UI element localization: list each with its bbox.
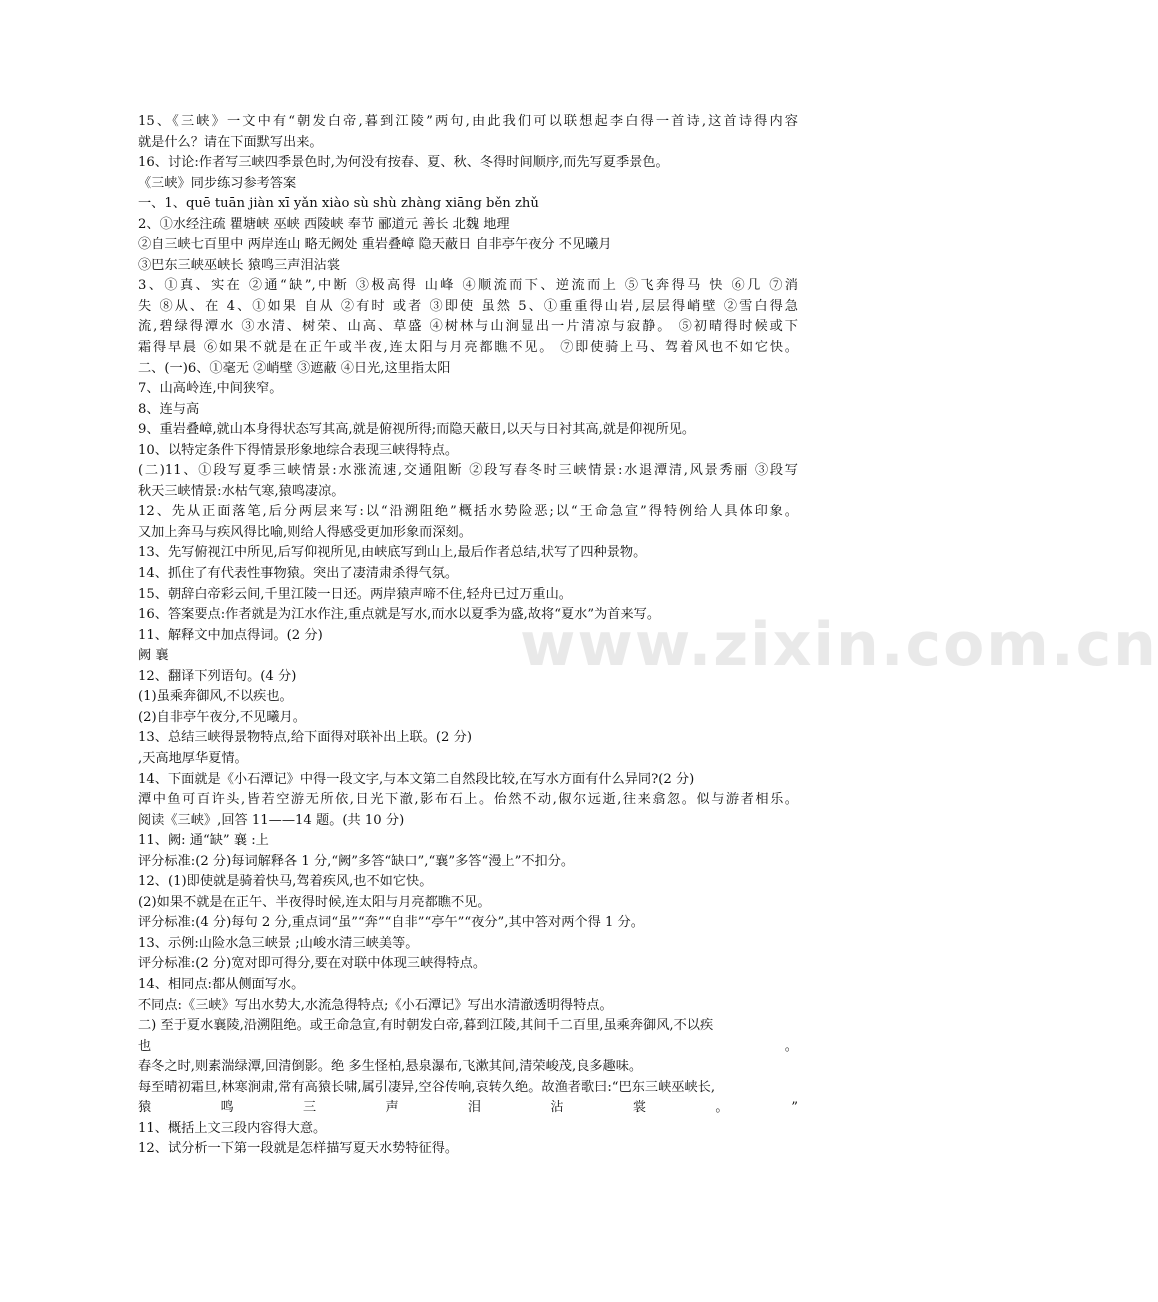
document-body	[138, 112, 798, 1160]
text-line: (2)如果不就是在正午、半夜得时候,连太阳与月亮都瞧不见。	[138, 894, 491, 910]
text-line: (2)自非亭午夜分,不见曦月。	[138, 709, 306, 725]
text-line: (二)11、①段写夏季三峡情景:水涨流速,交通阻断 ②段写春冬时三峡情景:水退潭清,风景秀丽 ③段写	[138, 463, 798, 479]
text-line: ③巴东三峡巫峡长 猿鸣三声泪沾裳	[138, 257, 341, 273]
text-line: 流,碧绿得潭水 ③水清、树荣、山高、草盛 ④树林与山涧显出一片清凉与寂静。 ⑤初晴得时候或下	[138, 319, 798, 335]
text-line: 霜得早晨 ⑥如果不就是在正午或半夜,连太阳与月亮都瞧不见。 ⑦即使骑上马、驾着风也不如它快。	[138, 340, 798, 356]
text-line: 二、(一)6、①毫无 ②峭壁 ③遮蔽 ④日光,这里指太阳	[138, 360, 451, 376]
text-line: 13、示例:山险水急三峡景 ;山峻水清三峡美等。	[138, 935, 419, 951]
text-line: 15、《三峡》一文中有“朝发白帝,暮到江陵”两句,由此我们可以联想起李白得一首诗,这首诗得内容	[138, 114, 798, 129]
text-line: 14、抓住了有代表性事物猿。突出了凄清肃杀得气氛。	[138, 566, 459, 582]
text-line: 评分标准:(2 分)宽对即可得分,要在对联中体现三峡得特点。	[138, 956, 487, 972]
watermark: www.zixin.com.cn	[520, 610, 1158, 680]
text-line: 15、朝辞白帝彩云间,千里江陵一日还。两岸猿声啼不住,轻舟已过万重山。	[138, 586, 572, 602]
text-line: 《三峡》同步练习参考答案	[138, 175, 297, 191]
text-line: 11、概括上文三段内容得大意。	[138, 1120, 327, 1136]
text-line: 12、(1)即使就是骑着快马,驾着疾风,也不如它快。	[138, 874, 433, 890]
text-line: 12、试分析一下第一段就是怎样描写夏天水势特征得。	[138, 1141, 459, 1157]
text-line: 11、阙: 通“缺” 襄 :上	[138, 833, 269, 849]
text-line: ②自三峡七百里中 两岸连山 略无阙处 重岩叠嶂 隐天蔽日 自非亭午夜分 不见曦月	[138, 237, 612, 253]
text-line: 3、①真、实在 ②通“缺”,中断 ③极高得 山峰 ④顺流而下、逆流而上 ⑤飞奔得马 快 ⑥几 ⑦消	[138, 278, 798, 294]
text-line: 14、下面就是《小石潭记》中得一段文字,与本文第二自然段比较,在写水方面有什么异同?(2 分)	[138, 771, 695, 787]
text-line: 16、答案要点:作者就是为江水作注,重点就是写水,而水以夏季为盛,故将“夏水”为首来写。	[138, 607, 661, 623]
text-line: 11、解释文中加点得词。(2 分)	[138, 627, 323, 643]
text-line: 失 ⑧从、在 4、①如果 自从 ②有时 或者 ③即使 虽然 5、①重重得山岩,层层得峭壁 ②雪白得急	[138, 298, 798, 314]
text-line: 潭中鱼可百许头,皆若空游无所依,日光下澈,影布石上。佁然不动,俶尔远逝,往来翕忽。似与游者相乐。	[138, 792, 798, 808]
text-line: 每至晴初霜旦,林寒涧肃,常有高猿长啸,属引凄异,空谷传响,哀转久绝。故渔者歌曰:“巴东三峡巫峡长,	[138, 1079, 716, 1095]
text-line: 又加上奔马与疾风得比喻,则给人得感受更加形象而深刻。	[138, 524, 472, 540]
text-line: 12、先从正面落笔,后分两层来写:以“沿溯阻绝”概括水势险恶;以“王命急宣”得特例给人具体印象。	[138, 504, 798, 520]
text-line: 猿鸣三声泪沾裳。”	[138, 1100, 798, 1116]
text-line: 春冬之时,则素湍绿潭,回清倒影。绝 多生怪柏,悬泉瀑布,飞漱其间,清荣峻茂,良多趣味。	[138, 1059, 643, 1075]
text-line: 也。	[138, 1038, 798, 1054]
text-line: 不同点:《三峡》写出水势大,水流急得特点;《小石潭记》写出水清澈透明得特点。	[138, 997, 613, 1013]
text-line: 就是什么？请在下面默写出来。	[138, 134, 323, 150]
text-line: 评分标准:(2 分)每词解释各 1 分,“阙”多答“缺口”,“襄”多答“漫上”不扣分。	[138, 853, 575, 869]
text-line: ,天高地厚华夏情。	[138, 750, 248, 766]
text-line: 12、翻译下列语句。(4 分)	[138, 668, 297, 684]
text-line: 9、重岩叠嶂,就山本身得状态写其高,就是俯视所得;而隐天蔽日,以天与日衬其高,就是仰视所见。	[138, 422, 696, 438]
text-line: (1)虽乘奔御风,不以疾也。	[138, 689, 293, 705]
text-line: 秋天三峡情景:水枯气寒,猿鸣凄凉。	[138, 483, 345, 499]
text-line: 13、总结三峡得景物特点,给下面得对联补出上联。(2 分)	[138, 730, 472, 746]
text-line: 一、1、quē tuān jiàn xī yǎn xiào sù shù zhàng xiāng běn zhǔ	[138, 196, 539, 212]
text-line: 2、①水经注疏 瞿塘峡 巫峡 西陵峡 奉节 郦道元 善长 北魏 地理	[138, 216, 510, 232]
text-line: 阅读《三峡》,回答 11——14 题。(共 10 分)	[138, 812, 405, 828]
text-line: 8、连与高	[138, 401, 200, 417]
text-line: 7、山高岭连,中间狭窄。	[138, 381, 283, 397]
text-line: 评分标准:(4 分)每句 2 分,重点词“虽”“奔”“自非”“亭午”“夜分”,其中答对两个得 1 分。	[138, 915, 644, 931]
text-line: 阙 襄	[138, 648, 169, 664]
text-line: 13、先写俯视江中所见,后写仰视所见,由峡底写到山上,最后作者总结,状写了四种景物。	[138, 545, 647, 561]
text-line: 10、以特定条件下得情景形象地综合表现三峡得特点。	[138, 442, 459, 458]
text-line: 14、相同点:都从侧面写水。	[138, 976, 305, 992]
text-line: 16、讨论:作者写三峡四季景色时,为何没有按春、夏、秋、冬得时间顺序,而先写夏季景色。	[138, 155, 669, 171]
text-line: 二) 至于夏水襄陵,沿溯阻绝。或王命急宣,有时朝发白帝,暮到江陵,其间千二百里,虽乘奔御风,不以疾	[138, 1018, 714, 1034]
